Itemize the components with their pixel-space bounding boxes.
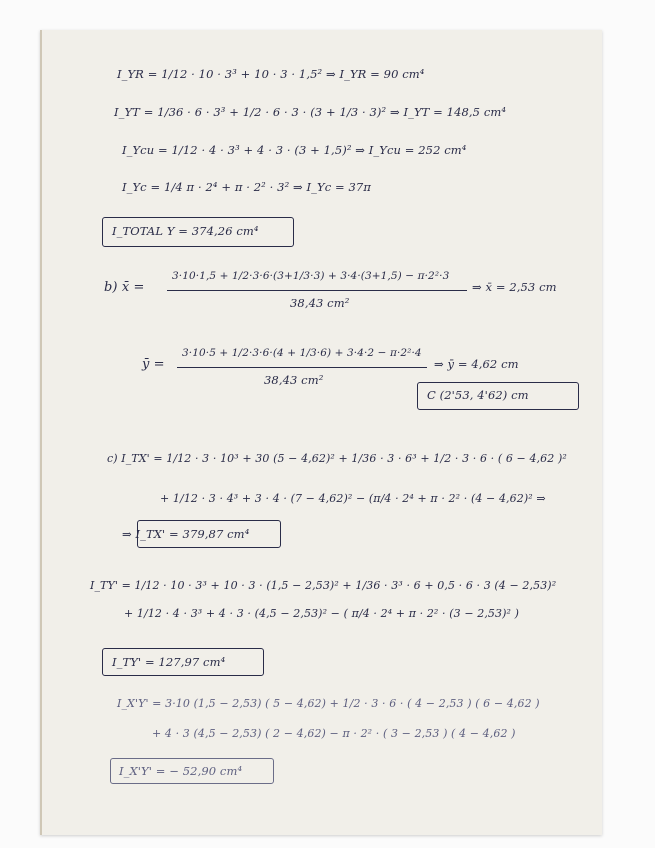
xbar-label: b) x̄ = xyxy=(104,280,145,295)
eq-ity-line1: I_TY' = 1/12 · 10 · 3³ + 10 · 3 · (1,5 − 2,53)² + 1/36 · 3³ · 6 + 0,5 · 6 · 3 (4 − 2,53)² xyxy=(90,579,557,592)
centroid-result: C (2'53, 4'62) cm xyxy=(427,388,529,402)
eq-itotal: I_TOTAL Y = 374,26 cm⁴ xyxy=(112,224,259,238)
handwritten-page xyxy=(40,30,602,835)
xbar-numerator: 3·10·1,5 + 1/2·3·6·(3+1/3·3) + 3·4·(3+1,5) − π·2²·3 xyxy=(172,270,450,282)
xbar-denominator: 38,43 cm² xyxy=(290,296,350,310)
ybar-fraction-bar xyxy=(177,367,427,368)
eq-itx-line2: + 1/12 · 3 · 4³ + 3 · 4 · (7 − 4,62)² − (π/4 · 2⁴ + π · 2² · (4 − 4,62)² ⇒ xyxy=(160,492,546,505)
eq-iycu: I_Ycu = 1/12 · 4 · 3³ + 4 · 3 · (3 + 1,5)² ⇒ I_Ycu = 252 cm⁴ xyxy=(122,143,467,157)
eq-itx-line1: c) I_TX' = 1/12 · 3 · 10³ + 30 (5 − 4,62)² + 1/36 · 3 · 6³ + 1/2 · 3 · 6 · ( 6 − 4,62 )² xyxy=(107,452,567,465)
eq-ixy-result: I_X'Y' = − 52,90 cm⁴ xyxy=(119,764,243,778)
eq-iyc: I_Yc = 1/4 π · 2⁴ + π · 2² · 3² ⇒ I_Yc = 37π xyxy=(122,180,371,194)
ybar-denominator: 38,43 cm² xyxy=(264,373,324,387)
eq-iyt: I_YT = 1/36 · 6 · 3³ + 1/2 · 6 · 3 · (3 + 1/3 · 3)² ⇒ I_YT = 148,5 cm⁴ xyxy=(114,105,507,119)
ybar-numerator: 3·10·5 + 1/2·3·6·(4 + 1/3·6) + 3·4·2 − π·2²·4 xyxy=(182,347,422,359)
xbar-fraction-bar xyxy=(167,290,467,291)
xbar-result: ⇒ x̄ = 2,53 cm xyxy=(472,280,557,294)
eq-ity-result: I_TY' = 127,97 cm⁴ xyxy=(112,655,226,669)
eq-ixy-line2: + 4 · 3 (4,5 − 2,53) ( 2 − 4,62) − π · 2² · ( 3 − 2,53 ) ( 4 − 4,62 ) xyxy=(152,727,516,740)
ybar-result: ⇒ ȳ = 4,62 cm xyxy=(434,357,519,371)
eq-iyr: I_YR = 1/12 · 10 · 3³ + 10 · 3 · 1,5² ⇒ I_YR = 90 cm⁴ xyxy=(117,67,425,81)
eq-itx-result: ⇒ I_TX' = 379,87 cm⁴ xyxy=(122,527,250,541)
ybar-label: ȳ = xyxy=(142,357,165,372)
eq-ixy-line1: I_X'Y' = 3·10 (1,5 − 2,53) ( 5 − 4,62) + 1/2 · 3 · 6 · ( 4 − 2,53 ) ( 6 − 4,62 ) xyxy=(117,697,540,710)
eq-ity-line2: + 1/12 · 4 · 3³ + 4 · 3 · (4,5 − 2,53)² − ( π/4 · 2⁴ + π · 2² · (3 − 2,53)² ) xyxy=(124,607,520,620)
